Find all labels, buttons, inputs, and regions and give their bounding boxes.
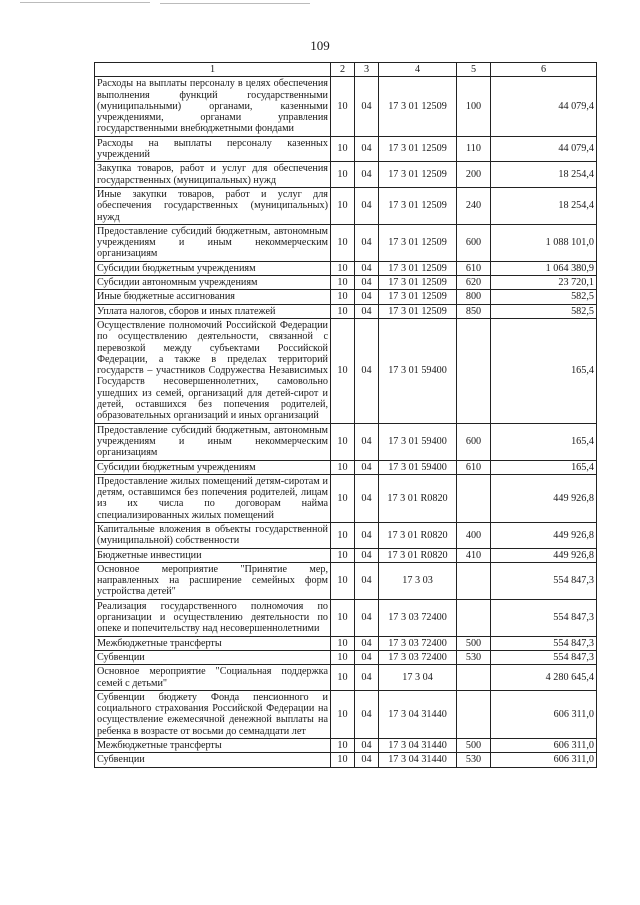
row-section-cell: 10 [331,636,355,650]
row-amount-cell: 449 926,8 [491,474,597,522]
row-amount-cell: 44 079,4 [491,77,597,136]
row-subsection-cell: 04 [355,423,379,460]
row-subsection-cell: 04 [355,187,379,224]
row-target-article-cell: 17 3 01 12509 [379,304,457,318]
row-subsection-cell: 04 [355,636,379,650]
row-subsection-cell: 04 [355,276,379,290]
header-cell: 1 [95,63,331,77]
row-name-cell: Межбюджетные трансферты [95,636,331,650]
row-subsection-cell: 04 [355,318,379,423]
row-amount-cell: 18 254,4 [491,162,597,188]
row-name-cell: Расходы на выплаты персоналу казенных учреждений [95,136,331,162]
table-row [95,665,597,691]
row-subsection-cell: 04 [355,136,379,162]
row-expense-type-cell: 500 [457,636,491,650]
page-number: 109 [310,38,330,53]
row-name-cell: Иные закупки товаров, работ и услуг для обеспечения государственных (муниципальных) нужд [95,187,331,224]
row-amount-cell: 554 847,3 [491,562,597,599]
row-target-article-cell: 17 3 01 12509 [379,187,457,224]
header-cell: 4 [379,63,457,77]
row-amount-cell: 23 720,1 [491,276,597,290]
header-cell: 6 [491,63,597,77]
row-subsection-cell: 04 [355,290,379,304]
row-amount-cell: 554 847,3 [491,650,597,664]
table-row [95,548,597,562]
table-row [95,187,597,224]
row-expense-type-cell: 110 [457,136,491,162]
header-cell: 2 [331,63,355,77]
row-expense-type-cell: 610 [457,261,491,275]
table-row [95,77,597,136]
row-section-cell: 10 [331,276,355,290]
scan-edge-marks [0,0,640,8]
row-target-article-cell: 17 3 04 [379,665,457,691]
row-subsection-cell: 04 [355,474,379,522]
row-section-cell: 10 [331,162,355,188]
row-section-cell: 10 [331,136,355,162]
row-section-cell: 10 [331,522,355,548]
row-target-article-cell: 17 3 01 12509 [379,224,457,261]
row-subsection-cell: 04 [355,739,379,753]
row-section-cell: 10 [331,187,355,224]
row-expense-type-cell [457,665,491,691]
row-section-cell: 10 [331,548,355,562]
budget-table [94,62,597,768]
row-expense-type-cell: 850 [457,304,491,318]
row-expense-type-cell [457,474,491,522]
table-row [95,318,597,423]
row-target-article-cell: 17 3 03 72400 [379,636,457,650]
row-target-article-cell: 17 3 01 12509 [379,136,457,162]
row-section-cell: 10 [331,423,355,460]
table-row [95,162,597,188]
row-subsection-cell: 04 [355,753,379,767]
row-name-cell: Субсидии автономным учреждениям [95,276,331,290]
row-target-article-cell: 17 3 03 [379,562,457,599]
table-row [95,460,597,474]
row-name-cell: Субвенции бюджету Фонда пенсионного и социального страхования Российской Федерации на осуществление ежемесячной денежной выплаты на ребенка в возрасте от восьми до семнадцати лет [95,690,331,738]
row-name-cell: Бюджетные инвестиции [95,548,331,562]
row-target-article-cell: 17 3 04 31440 [379,739,457,753]
row-target-article-cell: 17 3 04 31440 [379,690,457,738]
header-cell: 5 [457,63,491,77]
row-expense-type-cell: 530 [457,753,491,767]
row-subsection-cell: 04 [355,261,379,275]
row-name-cell: Расходы на выплаты персоналу в целях обеспечения выполнения функций государственными (муниципальными) органами, казенными учреждениями, органами управления государственными внебюджетными фондами [95,77,331,136]
row-target-article-cell: 17 3 03 72400 [379,599,457,636]
row-name-cell: Субвенции [95,753,331,767]
row-name-cell: Закупка товаров, работ и услуг для обеспечения государственных (муниципальных) нужд [95,162,331,188]
row-expense-type-cell: 800 [457,290,491,304]
row-amount-cell: 606 311,0 [491,739,597,753]
row-amount-cell: 582,5 [491,304,597,318]
header-cell: 3 [355,63,379,77]
row-name-cell: Основное мероприятие "Принятие мер, направленных на расширение семейных форм устройства детей" [95,562,331,599]
table-row [95,423,597,460]
row-target-article-cell: 17 3 01 59400 [379,318,457,423]
row-amount-cell: 449 926,8 [491,522,597,548]
table-row [95,599,597,636]
row-expense-type-cell [457,318,491,423]
row-name-cell: Субвенции [95,650,331,664]
row-expense-type-cell: 620 [457,276,491,290]
row-target-article-cell: 17 3 01 12509 [379,290,457,304]
row-section-cell: 10 [331,650,355,664]
row-section-cell: 10 [331,739,355,753]
row-expense-type-cell: 500 [457,739,491,753]
row-target-article-cell: 17 3 01 12509 [379,276,457,290]
row-name-cell: Предоставление жилых помещений детям-сиротам и детям, оставшимся без попечения родителей, лицам из их числа по договорам найма специализированных жилых помещений [95,474,331,522]
row-name-cell: Субсидии бюджетным учреждениям [95,460,331,474]
row-subsection-cell: 04 [355,224,379,261]
table-row [95,650,597,664]
row-expense-type-cell [457,690,491,738]
row-name-cell: Реализация государственного полномочия по организации и осуществлению деятельности по опеке и попечительству над несовершеннолетними [95,599,331,636]
row-amount-cell: 449 926,8 [491,548,597,562]
row-expense-type-cell: 530 [457,650,491,664]
table-row [95,690,597,738]
row-name-cell: Иные бюджетные ассигнования [95,290,331,304]
row-subsection-cell: 04 [355,650,379,664]
table-row [95,304,597,318]
table-row [95,522,597,548]
table-row [95,562,597,599]
table-row [95,739,597,753]
table-row [95,224,597,261]
table-row [95,474,597,522]
row-subsection-cell: 04 [355,548,379,562]
row-expense-type-cell [457,599,491,636]
row-target-article-cell: 17 3 01 R0820 [379,474,457,522]
row-section-cell: 10 [331,304,355,318]
row-target-article-cell: 17 3 01 59400 [379,423,457,460]
row-amount-cell: 165,4 [491,460,597,474]
row-section-cell: 10 [331,665,355,691]
row-expense-type-cell: 240 [457,187,491,224]
row-section-cell: 10 [331,224,355,261]
row-amount-cell: 554 847,3 [491,599,597,636]
row-amount-cell: 582,5 [491,290,597,304]
row-expense-type-cell: 200 [457,162,491,188]
row-section-cell: 10 [331,290,355,304]
row-name-cell: Основное мероприятие "Социальная поддержка семей с детьми" [95,665,331,691]
row-amount-cell: 165,4 [491,318,597,423]
row-name-cell: Осуществление полномочий Российской Федерации по осуществлению деятельности, связанной с перевозкой между субъектами Российской Федерации, а также в пределах территорий государств – участников Содружества Независимых Государств несовершеннолетних, самовольно ушедших из семей, организаций для детей-сирот и детей, оставшихся без попечения родителей, образовательных организаций и иных организаций [95,318,331,423]
row-expense-type-cell: 100 [457,77,491,136]
row-section-cell: 10 [331,753,355,767]
row-section-cell: 10 [331,318,355,423]
row-subsection-cell: 04 [355,562,379,599]
row-target-article-cell: 17 3 01 R0820 [379,522,457,548]
row-section-cell: 10 [331,562,355,599]
row-target-article-cell: 17 3 01 59400 [379,460,457,474]
row-section-cell: 10 [331,690,355,738]
row-name-cell: Предоставление субсидий бюджетным, автономным учреждениям и иным некоммерческим организациям [95,423,331,460]
row-section-cell: 10 [331,77,355,136]
row-section-cell: 10 [331,474,355,522]
row-expense-type-cell: 610 [457,460,491,474]
row-amount-cell: 1 064 380,9 [491,261,597,275]
row-name-cell: Предоставление субсидий бюджетным, автономным учреждениям и иным некоммерческим организациям [95,224,331,261]
table-row [95,276,597,290]
row-subsection-cell: 04 [355,460,379,474]
row-target-article-cell: 17 3 01 R0820 [379,548,457,562]
row-amount-cell: 165,4 [491,423,597,460]
row-name-cell: Капитальные вложения в объекты государственной (муниципальной) собственности [95,522,331,548]
table-row [95,636,597,650]
row-expense-type-cell: 410 [457,548,491,562]
row-expense-type-cell: 600 [457,423,491,460]
row-subsection-cell: 04 [355,599,379,636]
row-expense-type-cell: 400 [457,522,491,548]
row-target-article-cell: 17 3 01 12509 [379,77,457,136]
row-expense-type-cell [457,562,491,599]
row-subsection-cell: 04 [355,665,379,691]
row-subsection-cell: 04 [355,522,379,548]
row-section-cell: 10 [331,460,355,474]
row-amount-cell: 4 280 645,4 [491,665,597,691]
table-row [95,136,597,162]
row-target-article-cell: 17 3 04 31440 [379,753,457,767]
row-subsection-cell: 04 [355,162,379,188]
table-row [95,261,597,275]
table-row [95,753,597,767]
row-section-cell: 10 [331,599,355,636]
row-subsection-cell: 04 [355,690,379,738]
row-target-article-cell: 17 3 01 12509 [379,162,457,188]
header-row [95,63,597,77]
row-expense-type-cell: 600 [457,224,491,261]
row-section-cell: 10 [331,261,355,275]
row-amount-cell: 606 311,0 [491,753,597,767]
row-amount-cell: 606 311,0 [491,690,597,738]
row-name-cell: Уплата налогов, сборов и иных платежей [95,304,331,318]
table-row [95,290,597,304]
row-target-article-cell: 17 3 01 12509 [379,261,457,275]
row-amount-cell: 1 088 101,0 [491,224,597,261]
row-target-article-cell: 17 3 03 72400 [379,650,457,664]
row-amount-cell: 44 079,4 [491,136,597,162]
row-subsection-cell: 04 [355,304,379,318]
row-name-cell: Межбюджетные трансферты [95,739,331,753]
row-name-cell: Субсидии бюджетным учреждениям [95,261,331,275]
row-amount-cell: 18 254,4 [491,187,597,224]
row-subsection-cell: 04 [355,77,379,136]
row-amount-cell: 554 847,3 [491,636,597,650]
